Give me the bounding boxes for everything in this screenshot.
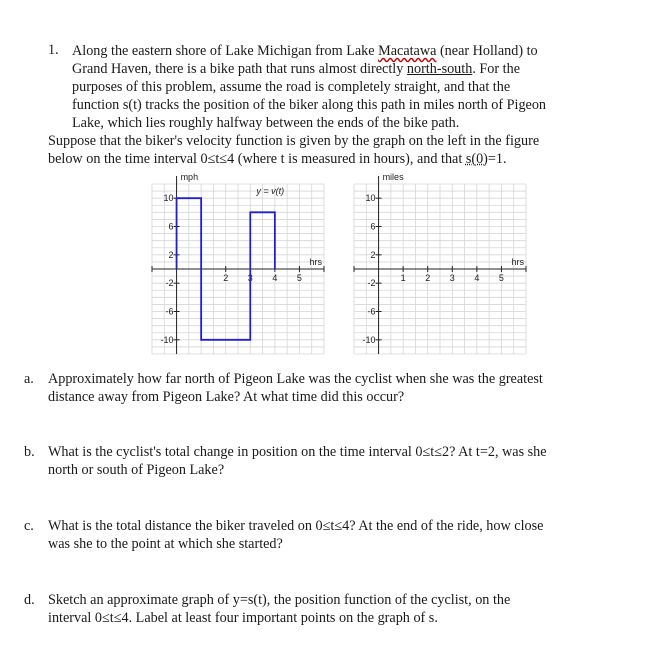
- intro-line: purposes of this problem, assume the road is completely straight, and that the: [72, 79, 511, 95]
- y-tick-label: -10: [160, 334, 174, 345]
- x-tick-label: 3: [247, 273, 253, 283]
- problem-number: 1.: [48, 42, 59, 58]
- x-tick-label: 2: [223, 273, 229, 283]
- part-a-label: a.: [24, 371, 34, 387]
- y-tick-label: -10: [362, 334, 376, 345]
- problem-suppose: [48, 132, 539, 168]
- part-b-question: [48, 443, 547, 479]
- x-tick-label: 4: [474, 273, 480, 283]
- question-line: distance away from Pigeon Lake? At what time did this occur?: [48, 389, 405, 405]
- x-tick-label: 5: [498, 273, 504, 283]
- question-line: What is the total distance the biker traveled on 0≤t≤4? At the end of the ride, how close: [48, 518, 544, 534]
- question-line: was she to the point at which she started?: [48, 536, 283, 552]
- x-tick-label: 4: [272, 273, 278, 283]
- y-tick-label: 6: [370, 221, 376, 232]
- x-tick-label: 5: [296, 273, 302, 283]
- problem-intro: [72, 42, 546, 132]
- y-tick-label: -6: [367, 306, 376, 317]
- part-c-question: [48, 517, 543, 553]
- part-d-question: [48, 591, 510, 627]
- part-a-question: [48, 370, 543, 406]
- y-tick-label: 10: [365, 193, 376, 204]
- y-tick-label: 6: [168, 221, 174, 232]
- part-d-label: d.: [24, 592, 35, 608]
- question-line: What is the cyclist's total change in position on the time interval 0≤t≤2? At t=2, was she: [48, 444, 547, 460]
- x-tick-label: 3: [449, 273, 455, 283]
- y-tick-label: -2: [165, 278, 174, 289]
- part-b-label: b.: [24, 444, 35, 460]
- y-tick-label: 2: [370, 249, 376, 260]
- suppose-line: Suppose that the biker's velocity function is given by the graph on the left in the figure: [48, 133, 540, 149]
- series-label: y = v(t): [256, 185, 285, 196]
- question-line: interval 0≤t≤4. Label at least four important points on the graph of s.: [48, 610, 438, 626]
- y-tick-label: 10: [163, 193, 174, 204]
- intro-line: Along the eastern shore of Lake Michigan from Lake Macatawa (near Holland) to: [72, 43, 538, 59]
- y-axis-label: miles: [382, 172, 404, 182]
- intro-line: function s(t) tracks the position of the biker along this path in miles north of Pigeon: [72, 97, 547, 113]
- x-axis-label: hrs: [309, 257, 322, 267]
- part-c-label: c.: [24, 518, 34, 534]
- y-tick-label: -6: [165, 306, 174, 317]
- x-tick-label: 1: [400, 273, 406, 283]
- y-tick-label: -2: [367, 278, 376, 289]
- intro-line: Grand Haven, there is a bike path that runs almost directly north-south. For the: [72, 61, 520, 77]
- question-line: Approximately how far north of Pigeon Lake was the cyclist when she was the greatest: [48, 371, 543, 387]
- y-axis-label: mph: [180, 172, 199, 182]
- position-graph-blank: [330, 172, 530, 358]
- suppose-line: below on the time interval 0≤t≤4 (where t is measured in hours), and that s(0)=1.: [48, 151, 507, 167]
- question-line: north or south of Pigeon Lake?: [48, 462, 225, 478]
- intro-line: Lake, which lies roughly halfway between the ends of the bike path.: [72, 115, 460, 131]
- question-line: Sketch an approximate graph of y=s(t), the position function of the cyclist, on the: [48, 592, 511, 608]
- velocity-graph: [128, 172, 328, 358]
- x-axis-label: hrs: [511, 257, 524, 267]
- y-tick-label: 2: [168, 249, 174, 260]
- x-tick-label: 2: [425, 273, 431, 283]
